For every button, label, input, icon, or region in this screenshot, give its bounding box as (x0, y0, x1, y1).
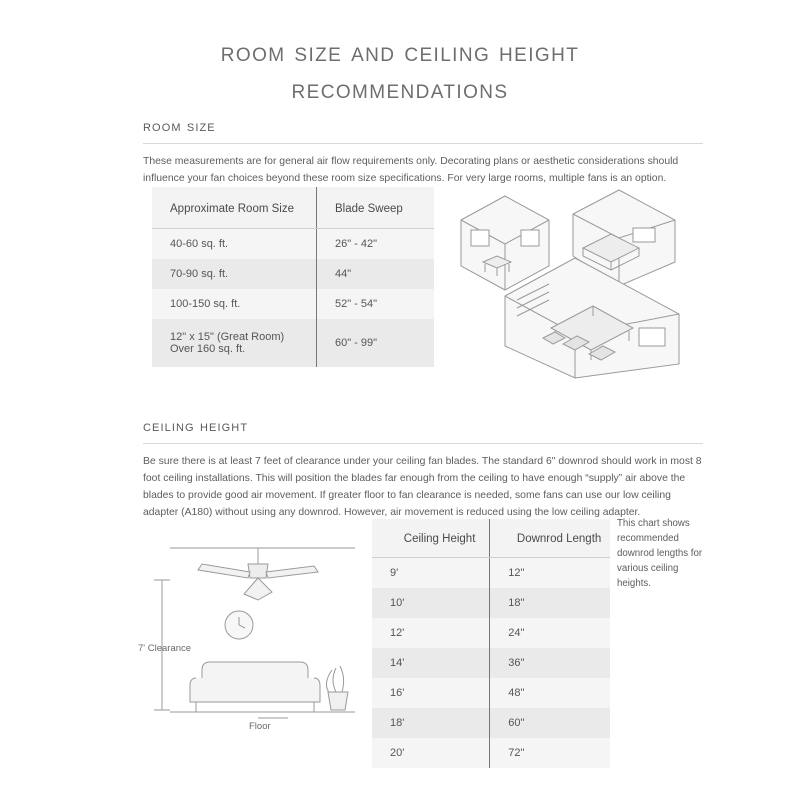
page-title-line-1: room size and ceiling height (220, 37, 580, 67)
table-row (372, 588, 610, 618)
cell-room-size: 100-150 sq. ft. (152, 289, 316, 319)
clearance-label: 7' Clearance (138, 643, 192, 654)
table-row (152, 229, 434, 260)
table-row (152, 259, 434, 289)
cell-ceiling-height: 9' (372, 558, 490, 589)
table-row (372, 618, 610, 648)
table-row (152, 289, 434, 319)
table-row (372, 708, 610, 738)
cell-room-size-line-2: Over 160 sq. ft. (170, 343, 246, 355)
room-size-table-wrapper (152, 187, 434, 367)
room-size-paragraph: These measurements are for general air flow requirements only. Decorating plans or aesthetic considerations should influence your fan choices beyond these room size specifications. For very large rooms, multiple fans is an option. (143, 156, 679, 184)
table-header-row (372, 519, 610, 558)
cell-downrod-length: 48" (490, 678, 610, 708)
cell-downrod-length: 36" (490, 648, 610, 678)
ceiling-height-section (143, 418, 703, 521)
cell-ceiling-height: 12' (372, 618, 490, 648)
cell-downrod-length: 12" (490, 558, 610, 589)
chart-note: This chart shows recommended downrod lengths for various ceiling heights. (617, 518, 703, 590)
cell-downrod-length: 24" (490, 618, 610, 648)
page-title-line-2: recommendations (291, 74, 509, 105)
cell-blade-sweep: 26" - 42" (316, 229, 434, 260)
fan-clearance-svg (140, 520, 370, 740)
column-header-blade-sweep: Blade Sweep (316, 187, 434, 229)
cell-downrod-length: 60" (490, 708, 610, 738)
cell-ceiling-height: 14' (372, 648, 490, 678)
column-header-downrod-length: Downrod Length (490, 519, 610, 558)
room-size-table (152, 187, 434, 367)
cell-ceiling-height: 10' (372, 588, 490, 618)
cell-ceiling-height: 18' (372, 708, 490, 738)
cell-downrod-length: 72" (490, 738, 610, 768)
room-size-divider (143, 143, 703, 144)
cell-ceiling-height: 16' (372, 678, 490, 708)
column-header-ceiling-height: Ceiling Height (372, 519, 490, 558)
table-row (372, 558, 610, 589)
page-title (0, 0, 800, 109)
isometric-rooms-svg (443, 178, 703, 393)
cell-room-size: 70-90 sq. ft. (152, 259, 316, 289)
cell-downrod-length: 18" (490, 588, 610, 618)
table-row (372, 648, 610, 678)
room-size-heading: room size (143, 118, 216, 135)
floor-label: Floor (249, 721, 271, 732)
cell-room-size-line-1: 12" x 15" (Great Room) (170, 331, 285, 343)
cell-room-size: 40-60 sq. ft. (152, 229, 316, 260)
cell-blade-sweep: 60" - 99" (316, 319, 434, 367)
cell-blade-sweep: 52" - 54" (316, 289, 434, 319)
ceiling-height-heading: ceiling height (143, 418, 249, 435)
column-header-room-size: Approximate Room Size (152, 187, 316, 229)
fan-clearance-illustration (140, 520, 370, 740)
table-header-row (152, 187, 434, 229)
cell-room-size (152, 319, 316, 367)
downrod-table (372, 519, 610, 768)
isometric-rooms-illustration (443, 178, 703, 393)
downrod-table-wrapper (372, 519, 610, 768)
table-row (372, 738, 610, 768)
cell-ceiling-height: 20' (372, 738, 490, 768)
table-row (152, 319, 434, 367)
table-row (372, 678, 610, 708)
ceiling-height-paragraph: Be sure there is at least 7 feet of clearance under your ceiling fan blades. The standard 6" downrod should work in most 8 foot ceiling installations. This will position the blades far enough from the ceiling to have enough “supply” air above the blades to provide good air movement. If greater floor to fan clearance is needed, some fans can use our low ceiling adapter (A180) without using any downrod. However, air movement is reduced using the low ceiling adapter. (143, 456, 702, 518)
cell-blade-sweep: 44" (316, 259, 434, 289)
ceiling-height-divider (143, 443, 703, 444)
